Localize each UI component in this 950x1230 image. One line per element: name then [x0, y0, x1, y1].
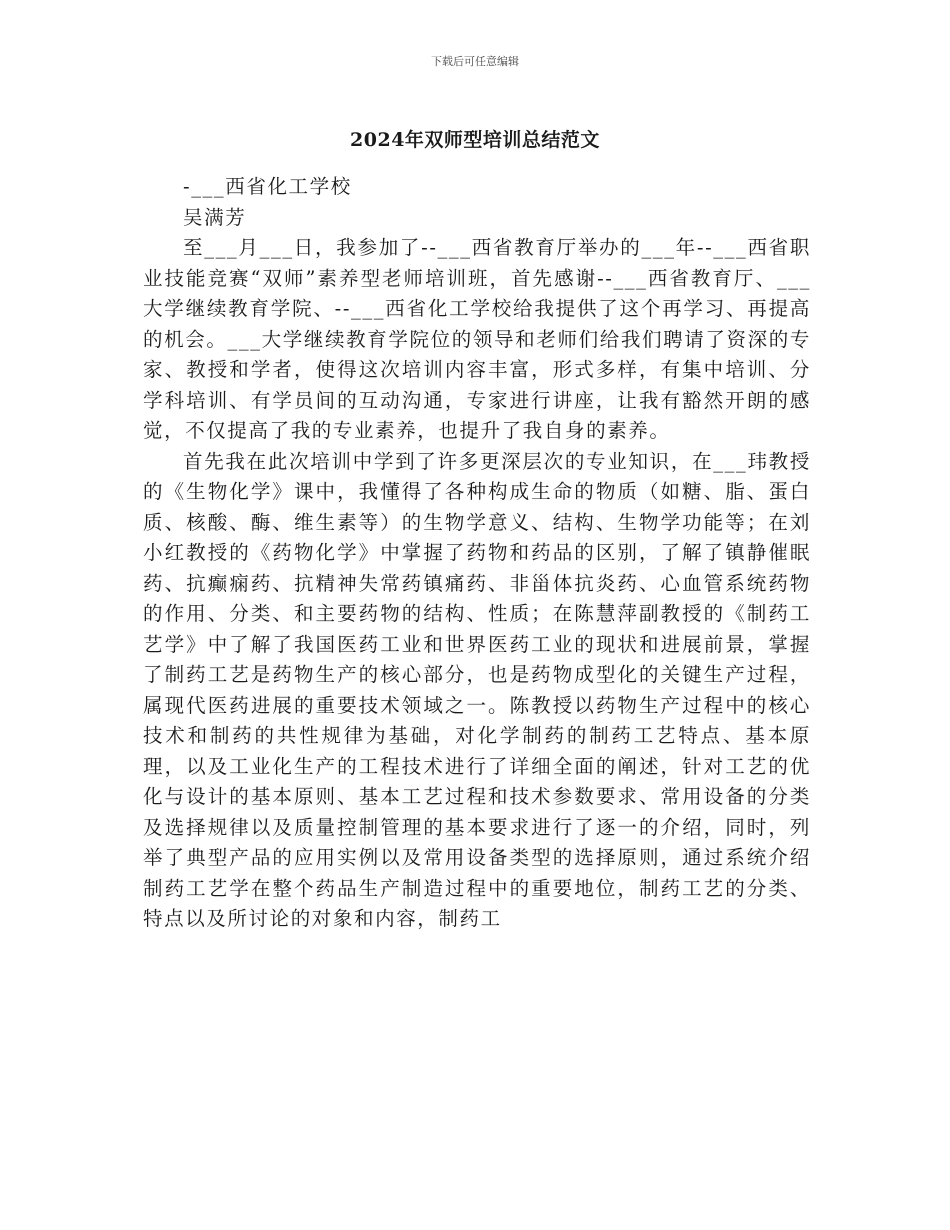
document-title: 2024年双师型培训总结范文	[350, 129, 600, 151]
document-body	[143, 172, 811, 935]
author-line: 吴满芳	[183, 205, 247, 229]
school-line: -___西省化工学校	[183, 175, 352, 198]
header-note: 下载后可任意编辑	[431, 55, 519, 68]
body-paragraph: 至___月___日，我参加了--___西省教育厅举办的___年--___西省职业技能竞赛“双师”素养型老师培训班，首先感谢--___西省教育厅、___大学继续教育学院、--___西省化工学校给我提供了这个再学习、再提高的机会。___大学继续教育学院位的领导和老师们给我们聘请了资深的专家、教授和学者，使得这次培训内容丰富，形式多样，有集中培训、分学科培训、有学员间的互动沟通，专家进行讲座，让我有豁然开朗的感觉，不仅提高了我的专业素养，也提升了我自身的素养。	[143, 236, 811, 442]
body-paragraph: 首先我在此次培训中学到了许多更深层次的专业知识，在___玮教授的《生物化学》课中，我懂得了各种构成生命的物质（如糖、脂、蛋白质、核酸、酶、维生素等）的生物学意义、结构、生物学功能等；在刘小红教授的《药物化学》中掌握了药物和药品的区别，了解了镇静催眠药、抗癫痫药、抗精神失常药镇痛药、非甾体抗炎药、心血管系统药物的作用、分类、和主要药物的结构、性质；在陈慧萍副教授的《制药工艺学》中了解了我国医药工业和世界医药工业的现状和进展前景，掌握了制药工艺是药物生产的核心部分，也是药物成型化的关键生产过程，属现代医药进展的重要技术领域之一。陈教授以药物生产过程中的核心技术和制药的共性规律为基础，对化学制药的制药工艺特点、基本原理，以及工业化生产的工程技术进行了详细全面的阐述，针对工艺的优化与设计的基本原则、基本工艺过程和技术参数要求、常用设备的分类及选择规律以及质量控制管理的基本要求进行了逐一的介绍，同时，列举了典型产品的应用实例以及常用设备类型的选择原则，通过系统介绍制药工艺学在整个药品生产制造过程中的重要地位，制药工艺的分类、特点以及所讨论的对象和内容，制药工	[143, 449, 811, 930]
